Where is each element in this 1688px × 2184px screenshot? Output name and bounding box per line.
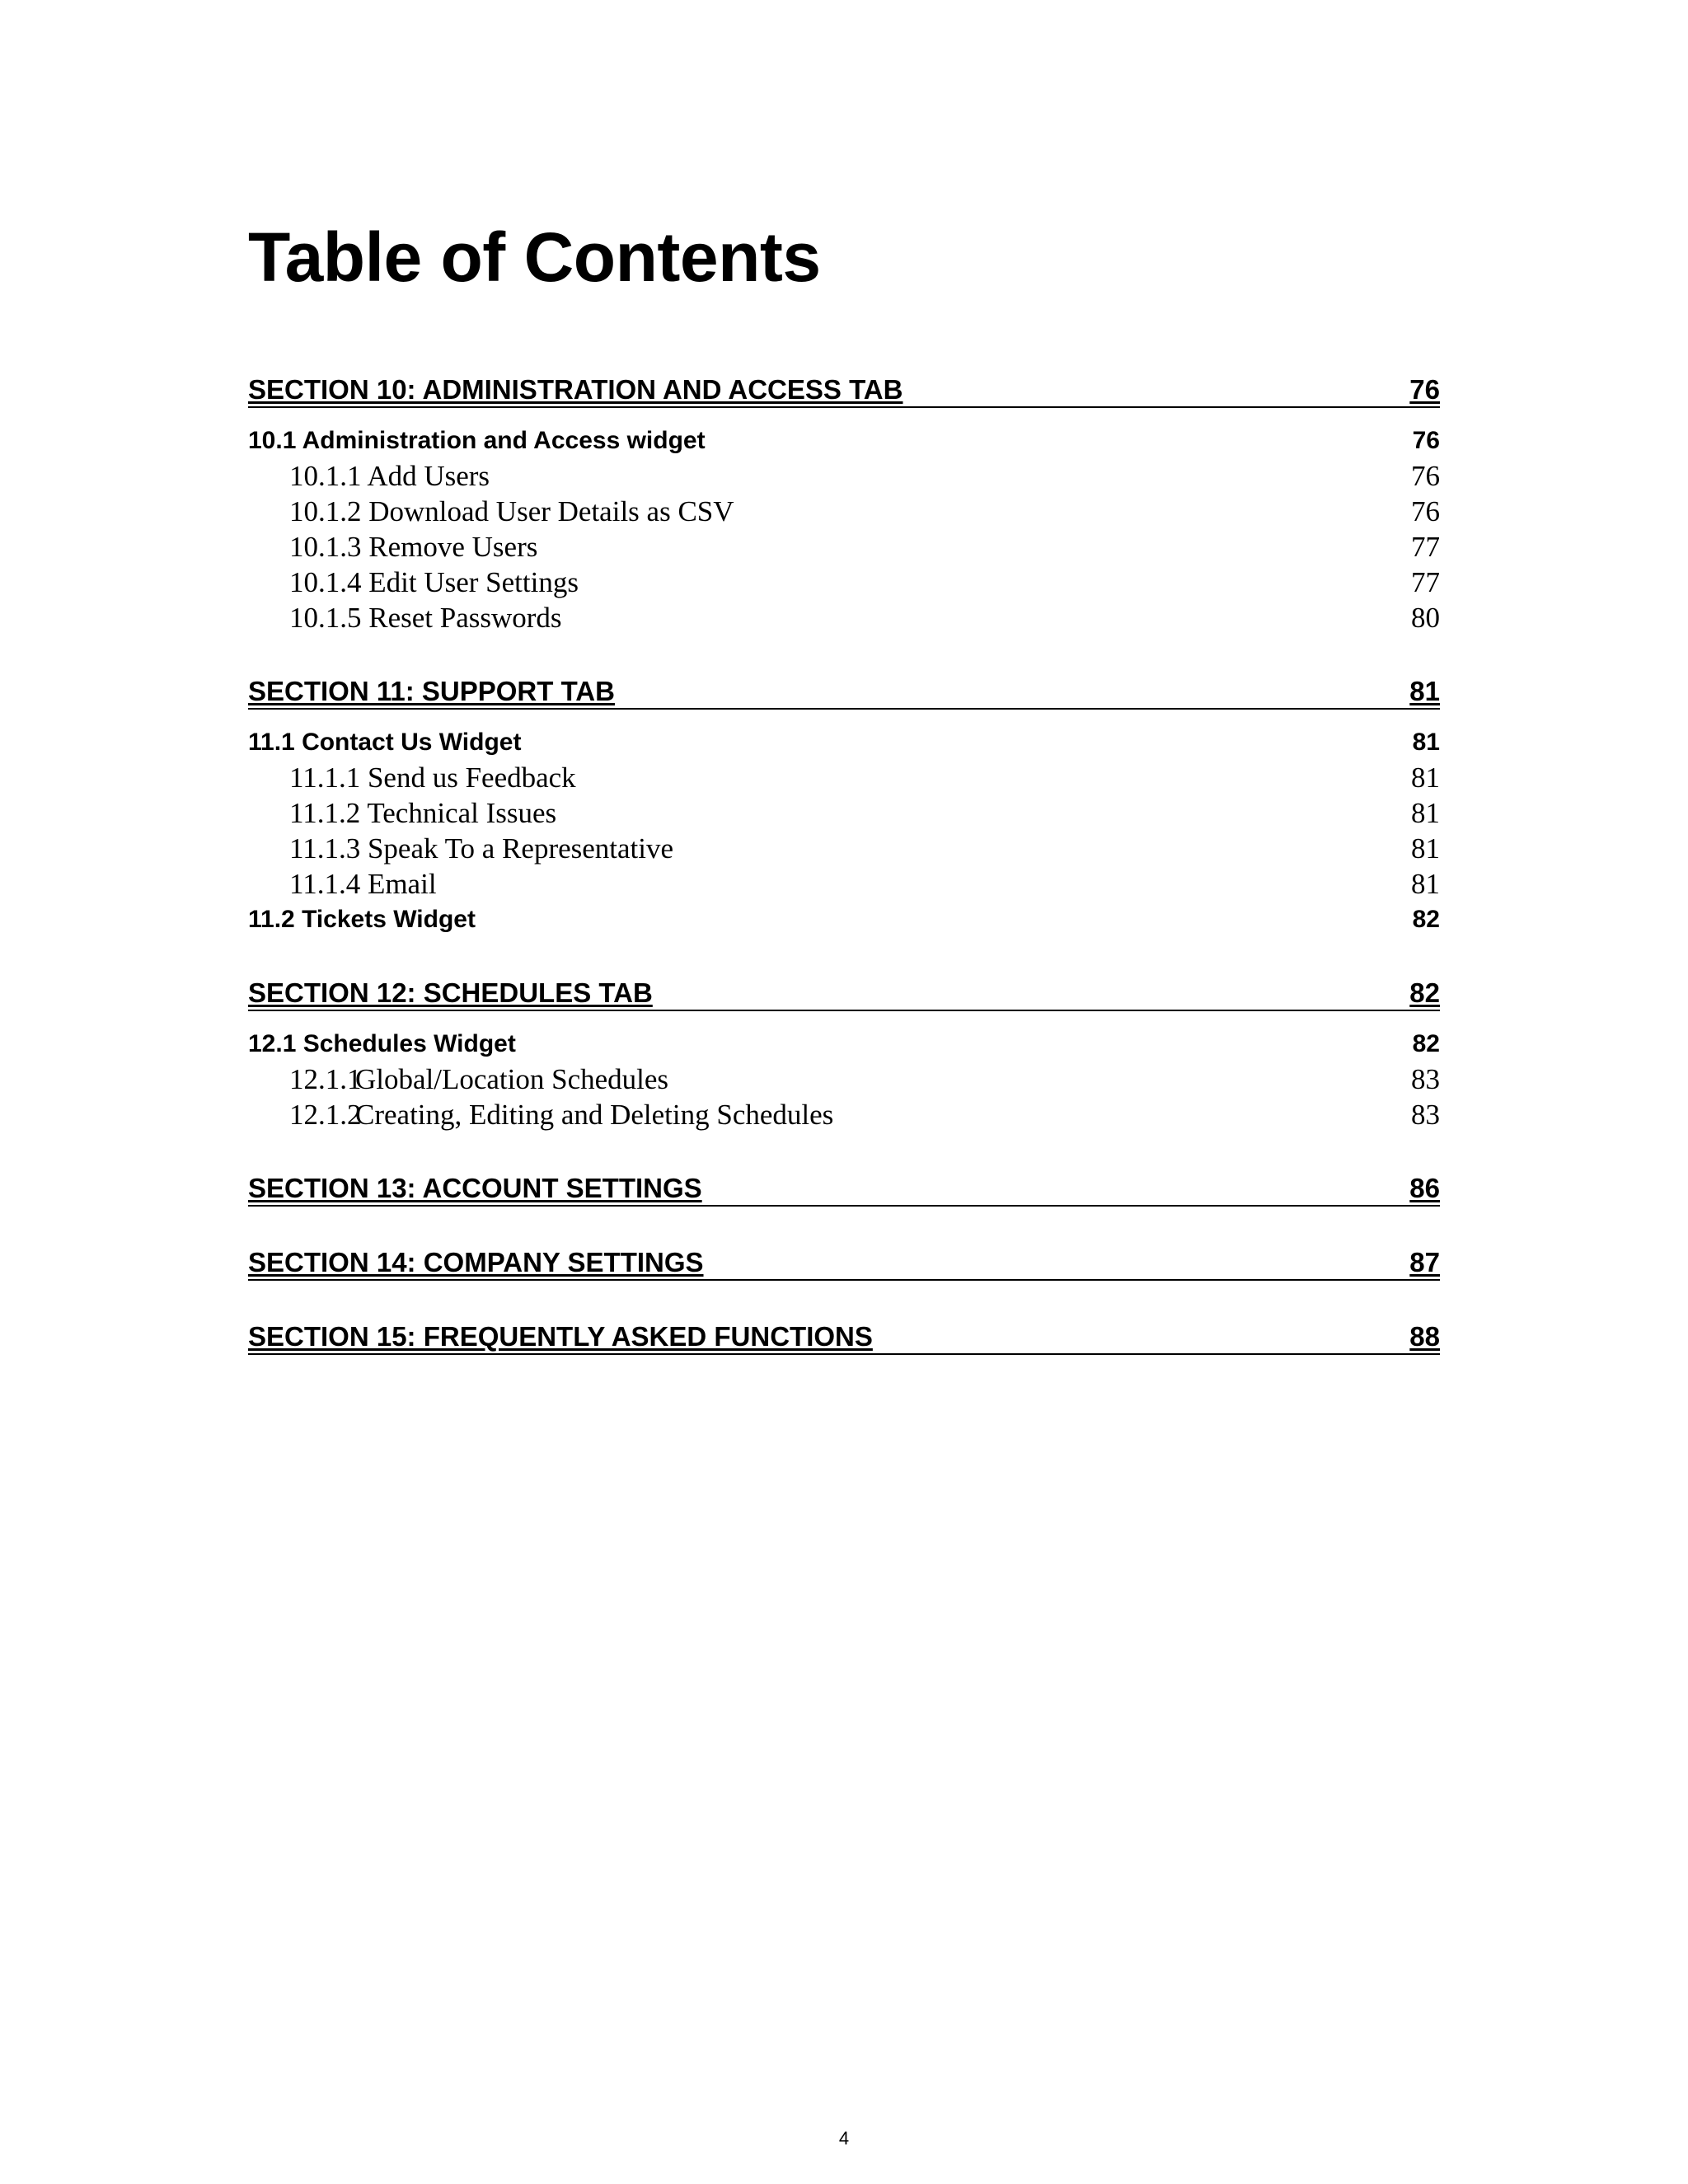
toc-section-label: SECTION 12: SCHEDULES TAB <box>248 977 653 1008</box>
toc-page-number: 81 <box>1411 797 1440 829</box>
toc-section-13[interactable] <box>248 1169 1440 1207</box>
toc-page-number: 83 <box>1411 1099 1440 1131</box>
toc-item-12-1-2[interactable] <box>248 1097 1440 1132</box>
toc-item-number: 12.1.2 <box>289 1099 362 1131</box>
toc-section-label: SECTION 13: ACCOUNT SETTINGS <box>248 1173 702 1203</box>
toc-page-number: 76 <box>1412 427 1440 454</box>
toc-item-11-1-4[interactable] <box>248 866 1440 902</box>
toc-page-number: 76 <box>1411 495 1440 527</box>
page-footer-number: 4 <box>838 2128 850 2149</box>
toc-subsection-label: 12.1 Schedules Widget <box>248 1030 516 1057</box>
toc-item-number: 12.1.1 <box>289 1063 362 1095</box>
toc-page-number: 81 <box>1411 868 1440 900</box>
toc-item-label: 10.1.5 Reset Passwords <box>289 602 562 634</box>
toc-subsection-label: 11.2 Tickets Widget <box>248 906 476 933</box>
toc-item-label: 10.1.2 Download User Details as CSV <box>289 495 734 527</box>
toc-item-11-1-1[interactable] <box>248 760 1440 795</box>
toc-section-label: SECTION 11: SUPPORT TAB <box>248 676 615 706</box>
toc-page-number: 83 <box>1411 1063 1440 1095</box>
toc-item-label: 11.1.3 Speak To a Representative <box>289 832 674 865</box>
toc-item-label: 10.1.4 Edit User Settings <box>289 566 579 598</box>
table-of-contents <box>248 371 1440 1355</box>
toc-page-number: 77 <box>1411 531 1440 563</box>
toc-page-number: 77 <box>1411 566 1440 598</box>
toc-section-14[interactable] <box>248 1244 1440 1281</box>
toc-item-label: 11.1.4 Email <box>289 868 437 900</box>
toc-item-label <box>248 1097 833 1132</box>
toc-subsection-label: 10.1 Administration and Access widget <box>248 427 706 454</box>
toc-item-label: 10.1.3 Remove Users <box>289 531 538 563</box>
toc-item-10-1-1[interactable] <box>248 458 1440 494</box>
toc-item-label: 10.1.1 Add Users <box>289 460 490 492</box>
toc-subsection-11-2[interactable] <box>248 902 1440 937</box>
toc-page-number: 81 <box>1412 729 1440 756</box>
toc-section-label: SECTION 10: ADMINISTRATION AND ACCESS TAB <box>248 374 903 405</box>
toc-page-number: 81 <box>1411 762 1440 794</box>
toc-page-number: 76 <box>1411 460 1440 492</box>
toc-page-number: 82 <box>1412 1030 1440 1057</box>
toc-subsection-12-1[interactable] <box>248 1026 1440 1062</box>
toc-item-10-1-2[interactable] <box>248 494 1440 529</box>
toc-page-number: 88 <box>1409 1321 1440 1352</box>
toc-item-title: Creating, Editing and Deleting Schedules <box>355 1099 834 1131</box>
toc-page-number: 80 <box>1411 602 1440 634</box>
page-title: Table of Contents <box>248 218 821 296</box>
toc-page-number: 82 <box>1412 906 1440 933</box>
toc-section-12[interactable] <box>248 974 1440 1011</box>
toc-item-11-1-2[interactable] <box>248 795 1440 831</box>
toc-item-title: Global/Location Schedules <box>355 1063 669 1095</box>
toc-section-10[interactable] <box>248 371 1440 408</box>
toc-item-10-1-3[interactable] <box>248 529 1440 565</box>
toc-item-label: 11.1.1 Send us Feedback <box>289 762 576 794</box>
toc-item-label: 11.1.2 Technical Issues <box>289 797 557 829</box>
toc-item-12-1-1[interactable] <box>248 1062 1440 1097</box>
toc-subsection-label: 11.1 Contact Us Widget <box>248 729 522 756</box>
toc-subsection-11-1[interactable] <box>248 724 1440 760</box>
toc-page-number: 86 <box>1409 1173 1440 1203</box>
toc-item-10-1-5[interactable] <box>248 600 1440 635</box>
toc-item-11-1-3[interactable] <box>248 831 1440 866</box>
toc-item-label <box>248 1062 668 1097</box>
toc-section-label: SECTION 14: COMPANY SETTINGS <box>248 1247 704 1277</box>
toc-page-number: 81 <box>1411 832 1440 865</box>
toc-section-15[interactable] <box>248 1318 1440 1355</box>
toc-page-number: 87 <box>1409 1247 1440 1277</box>
toc-page-number: 82 <box>1409 977 1440 1008</box>
toc-section-label: SECTION 15: FREQUENTLY ASKED FUNCTIONS <box>248 1321 873 1352</box>
toc-section-11[interactable] <box>248 673 1440 710</box>
toc-page-number: 76 <box>1409 374 1440 405</box>
toc-subsection-10-1[interactable] <box>248 423 1440 458</box>
toc-page-number: 81 <box>1409 676 1440 706</box>
toc-item-10-1-4[interactable] <box>248 565 1440 600</box>
